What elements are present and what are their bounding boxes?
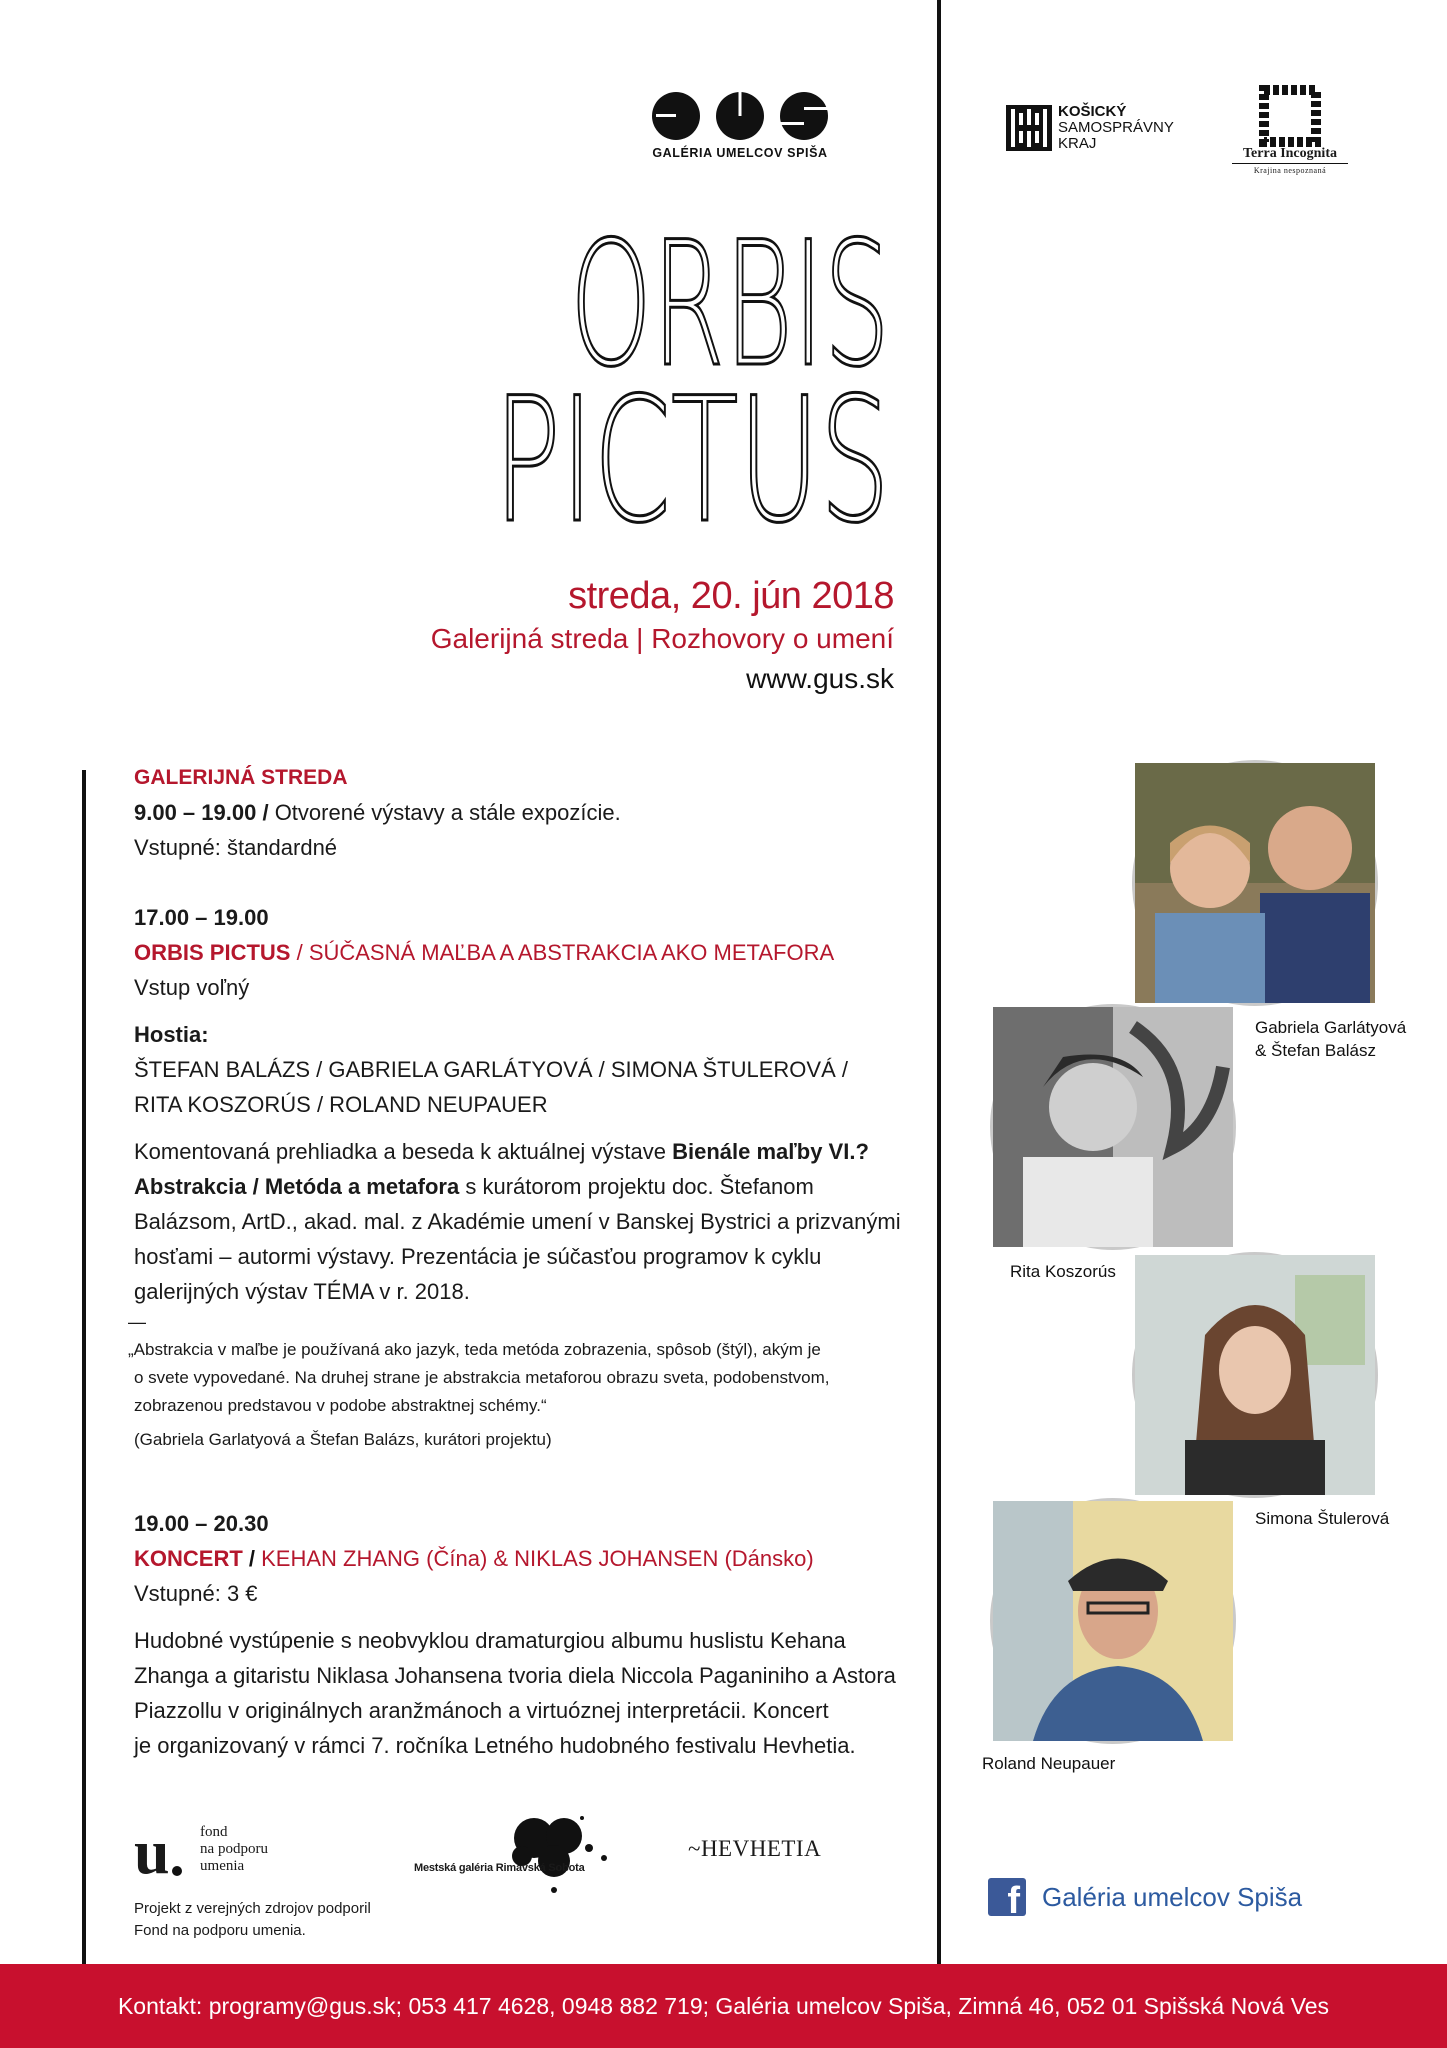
facebook-icon — [988, 1878, 1026, 1922]
orbis-time: 17.00 – 19.00 — [134, 905, 269, 930]
exhibition-title — [480, 204, 900, 561]
orbis-topic: SÚČASNÁ MAĽBA A ABSTRAKCIA AKO METAFORA — [308, 940, 835, 965]
event-date: streda, 20. jún 2018 — [568, 575, 894, 617]
galerijna-schedule — [134, 795, 904, 830]
event-info — [431, 572, 894, 700]
caption-koszorus: Rita Koszorús — [1010, 1262, 1116, 1281]
orbis-desc-e: Balázsom, ArtD., akad. mal. z Akadémie umení v Banskej Bystrici a prizvanými — [134, 1209, 901, 1234]
funding-note — [134, 1898, 371, 1942]
galerijna-heading: GALERIJNÁ STREDA — [134, 766, 348, 789]
koncert-title-line — [134, 1541, 904, 1576]
gus-name: GALÉRIA UMELCOV SPIŠA — [652, 146, 828, 160]
caption-balasz: & Štefan Balász — [1255, 1041, 1376, 1060]
orbis-entry: Vstup voľný — [134, 975, 250, 1000]
galerijna-entry: Vstupné: štandardné — [134, 835, 338, 860]
ksk-line-1: KOŠICKÝ — [1058, 103, 1127, 120]
quote-line-3: zobrazenou predstavou v podobe abstraktnej schémy.“ — [134, 1396, 547, 1415]
mgrs-name: Mestská galéria Rimavská Sobota — [414, 1862, 585, 1874]
orbis-description — [134, 1134, 904, 1309]
orbis-desc-d: s kurátorom projektu doc. Štefanom — [459, 1174, 814, 1199]
terra-incognita-emblem-icon — [1262, 88, 1318, 144]
gus-logo — [650, 92, 830, 160]
facebook-link[interactable] — [988, 1878, 1303, 1922]
fpu-line-2: na podporu — [200, 1841, 268, 1857]
caption-garlatyova-balazs — [1255, 1016, 1406, 1062]
section-galerijna-streda — [134, 760, 904, 865]
orbis-desc-f: hosťami – autormi výstavy. Prezentácia je súčasťou programov k cyklu — [134, 1244, 822, 1269]
ksk-logo — [1006, 104, 1174, 152]
orbis-desc-a: Komentovaná prehliadka a beseda k aktuálnej výstave — [134, 1139, 673, 1164]
koncert-desc-3: Piazzollu v originálnych aranžmánoch a virtuóznej interpretácii. Koncert — [134, 1698, 829, 1723]
orbis-desc-g: galerijných výstav TÉMA v r. 2018. — [134, 1279, 470, 1304]
contact-footer: Kontakt: programy@gus.sk; 053 417 4628, 0948 882 719; Galéria umelcov Spiša, Zimná 46, 052 01 Spišská Nová Ves — [0, 1964, 1447, 2048]
koncert-desc-1: Hudobné vystúpenie s neobvyklou dramaturgiou albumu huslistu Kehana — [134, 1628, 846, 1653]
portrait-garlatyova-balazs — [1132, 760, 1378, 1006]
koncert-performers: KEHAN ZHANG (Čína) & NIKLAS JOHANSEN (Dánsko) — [261, 1546, 814, 1571]
section-koncert — [134, 1506, 904, 1763]
quote-line-2: o svete vypovedané. Na druhej strane je abstrakcia metaforou obrazu sveta, podobenstvom, — [134, 1368, 830, 1387]
portrait-stulerova — [1132, 1252, 1378, 1498]
terra-incognita-logo — [1232, 88, 1348, 175]
guests-label: Hostia: — [134, 1022, 209, 1047]
hevhetia-logo: ~HEVHETIA — [688, 1836, 822, 1861]
section-orbis-pictus — [134, 900, 904, 1309]
fond-na-podporu-umenia-logo — [134, 1816, 268, 1887]
quote-author: (Gabriela Garlatyová a Štefan Balázs, kurátori projektu) — [134, 1430, 552, 1449]
guests-line-1: ŠTEFAN BALÁZS / GABRIELA GARLÁTYOVÁ / SIMONA ŠTULEROVÁ / — [134, 1057, 848, 1082]
fpu-letter: u — [134, 1816, 170, 1887]
mgrs-ink-blot-icon — [414, 1806, 624, 1896]
title-line-2: PICTUS — [494, 360, 890, 561]
guests-line-2: RITA KOSZORÚS / ROLAND NEUPAUER — [134, 1092, 548, 1117]
koncert-time: 19.00 – 20.30 — [134, 1511, 269, 1536]
portrait-neupauer — [990, 1498, 1236, 1744]
fpu-line-3: umenia — [200, 1858, 245, 1874]
orbis-name: ORBIS PICTUS — [134, 940, 291, 965]
terra-incognita-name: Terra Incognita — [1232, 146, 1348, 164]
ksk-emblem-icon — [1006, 105, 1052, 151]
caption-garlatyova: Gabriela Garlátyová — [1255, 1018, 1407, 1037]
portrait-koszorus — [990, 1004, 1236, 1250]
facebook-letter: f — [1007, 1880, 1020, 1922]
mgrs-logo — [414, 1806, 624, 1896]
event-subtitle: Galerijná streda | Rozhovory o umení — [430, 623, 894, 654]
orbis-title-line — [134, 935, 904, 970]
koncert-description — [134, 1623, 904, 1763]
galerijna-slash: / — [256, 800, 275, 825]
quote-line-1: „Abstrakcia v maľbe je používaná ako jazyk, teda metóda zobrazenia, spôsob (štýl), akým je — [128, 1340, 821, 1359]
vertical-divider — [937, 0, 941, 1964]
ksk-line-2: SAMOSPRÁVNY — [1058, 119, 1174, 136]
terra-incognita-subtitle: Krajina nespoznaná — [1253, 166, 1327, 175]
koncert-name: KONCERT — [134, 1546, 243, 1571]
koncert-desc-2: Zhanga a gitaristu Niklasa Johansena tvoria diela Niccola Paganiniho a Astora — [134, 1663, 896, 1688]
koncert-desc-4: je organizovaný v rámci 7. ročníka Letného hudobného festivalu Hevhetia. — [134, 1733, 856, 1758]
orbis-slash: / — [290, 940, 309, 965]
title-line-1: ORBIS — [570, 204, 890, 405]
event-website[interactable]: www.gus.sk — [746, 663, 894, 694]
koncert-entry: Vstupné: 3 € — [134, 1581, 258, 1606]
program-side-rule — [82, 770, 86, 1964]
fpu-line-1: fond — [200, 1824, 228, 1840]
ksk-line-3: KRAJ — [1058, 135, 1097, 152]
orbis-desc-b: Bienále maľby VI.? — [672, 1139, 869, 1164]
koncert-slash: / — [242, 1546, 262, 1571]
funding-note-2: Fond na podporu umenia. — [134, 1922, 306, 1939]
orbis-desc-c: Abstrakcia / Metóda a metafora — [134, 1174, 460, 1199]
fpu-dot — [172, 1866, 182, 1876]
galerijna-desc: Otvorené výstavy a stále expozície. — [274, 800, 621, 825]
caption-neupauer: Roland Neupauer — [982, 1754, 1116, 1773]
curator-quote — [128, 1312, 898, 1454]
facebook-page-name[interactable]: Galéria umelcov Spiša — [1042, 1881, 1303, 1912]
funding-note-1: Projekt z verejných zdrojov podporil — [134, 1900, 371, 1917]
caption-stulerova: Simona Štulerová — [1255, 1509, 1390, 1528]
galerijna-time: 9.00 – 19.00 — [134, 800, 257, 825]
quote-dash: — — [128, 1312, 146, 1332]
gus-logo-mark — [652, 92, 828, 140]
